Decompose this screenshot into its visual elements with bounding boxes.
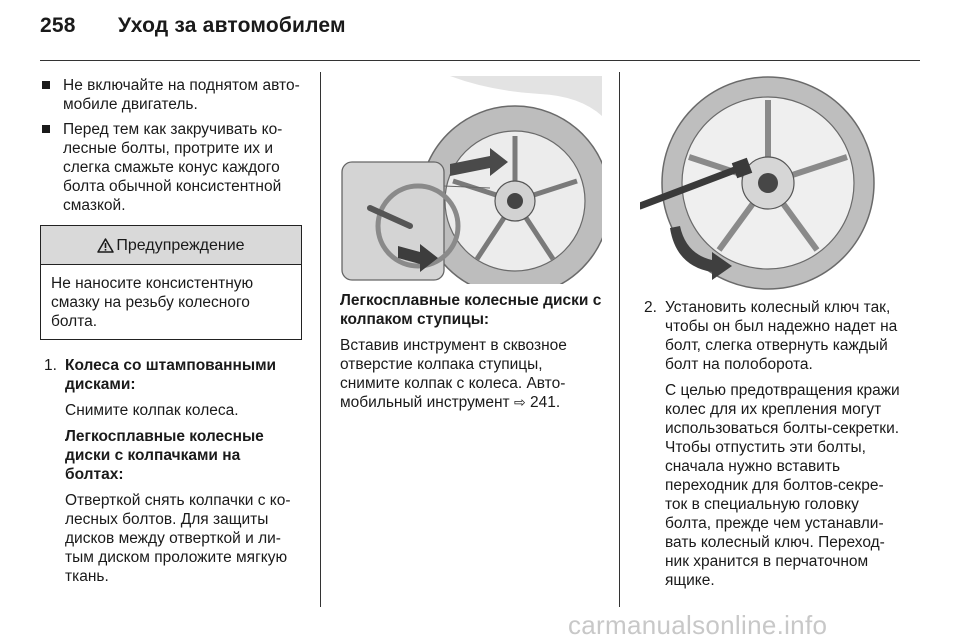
column-divider-2 [619, 72, 620, 607]
warning-title: Предупреждение [116, 236, 245, 254]
reference-page[interactable]: 241. [529, 394, 561, 411]
reference-arrow-icon: ⇨ [513, 394, 526, 410]
warning-text: Не наносите консистентную смазку на резьбу колесного болта. [51, 275, 254, 330]
warning-header [41, 226, 301, 265]
header-divider [40, 60, 920, 61]
page-number: 258 [40, 14, 76, 37]
step-2-text: Установить колесный ключ так, чтобы он был надежно надет на болт, слегка отвернуть каждый болт на полоборота. [665, 299, 898, 373]
hubcap-text: Вставив инструмент в сквозное отверстие колпака ступицы, снимите колпак с колеса. Авто-мобильный инструмент ⇨ 241. [340, 337, 567, 411]
warning-box [40, 225, 302, 340]
hubcap-removal-illustration [340, 76, 602, 284]
page-title: Уход за автомобилем [118, 14, 346, 37]
step-1-instructions: Отверткой снять колпачки с ко-лесных болтов. Для защиты дисков между отверткой и ли-тым диском проложите мягкую ткань. [65, 492, 291, 585]
step-1-heading: Колеса со штампованными дисками: [65, 357, 277, 393]
step-number: 2. [644, 299, 657, 316]
bullet-text: Перед тем как закручивать ко-лесные болты, протрите их и слегка смажьте конус каждого болта обычной консистентной смазкой. [63, 121, 283, 214]
step-1-text: Снимите колпак колеса. [65, 402, 239, 419]
column-2 [340, 291, 602, 419]
watermark: carmanualsonline.info [568, 610, 828, 640]
warning-triangle-icon [97, 238, 114, 253]
column-divider-1 [320, 72, 321, 607]
step-2 [640, 298, 902, 590]
step-1-subheading: Легкосплавные колесные диски с колпачками на болтах: [65, 428, 264, 483]
step-1 [40, 356, 302, 586]
hubcap-heading: Легкосплавные колесные диски с колпаком ступицы: [340, 292, 602, 328]
column-3 [640, 298, 902, 597]
page-header [40, 14, 346, 38]
bullet-item [40, 120, 302, 215]
bullet-text: Не включайте на поднятом авто-мобиле двигатель. [63, 77, 300, 113]
bullet-square-icon [42, 125, 50, 133]
bullet-item [40, 76, 302, 114]
anti-theft-bolts-text: С целью предотвращения кражи колес для их крепления могут использоваться болты-секретки. Чтобы отпустить эти болты, сначала нужно вставить переходник для болтов-секре-ток в специальную головку болта, прежде чем устанавли-вать колесный ключ. Переход-ник хранится в перчаточном ящике. [665, 382, 900, 589]
column-1 [40, 76, 302, 593]
bullet-square-icon [42, 81, 50, 89]
wheel-wrench-illustration [640, 76, 902, 290]
step-number: 1. [44, 357, 57, 374]
